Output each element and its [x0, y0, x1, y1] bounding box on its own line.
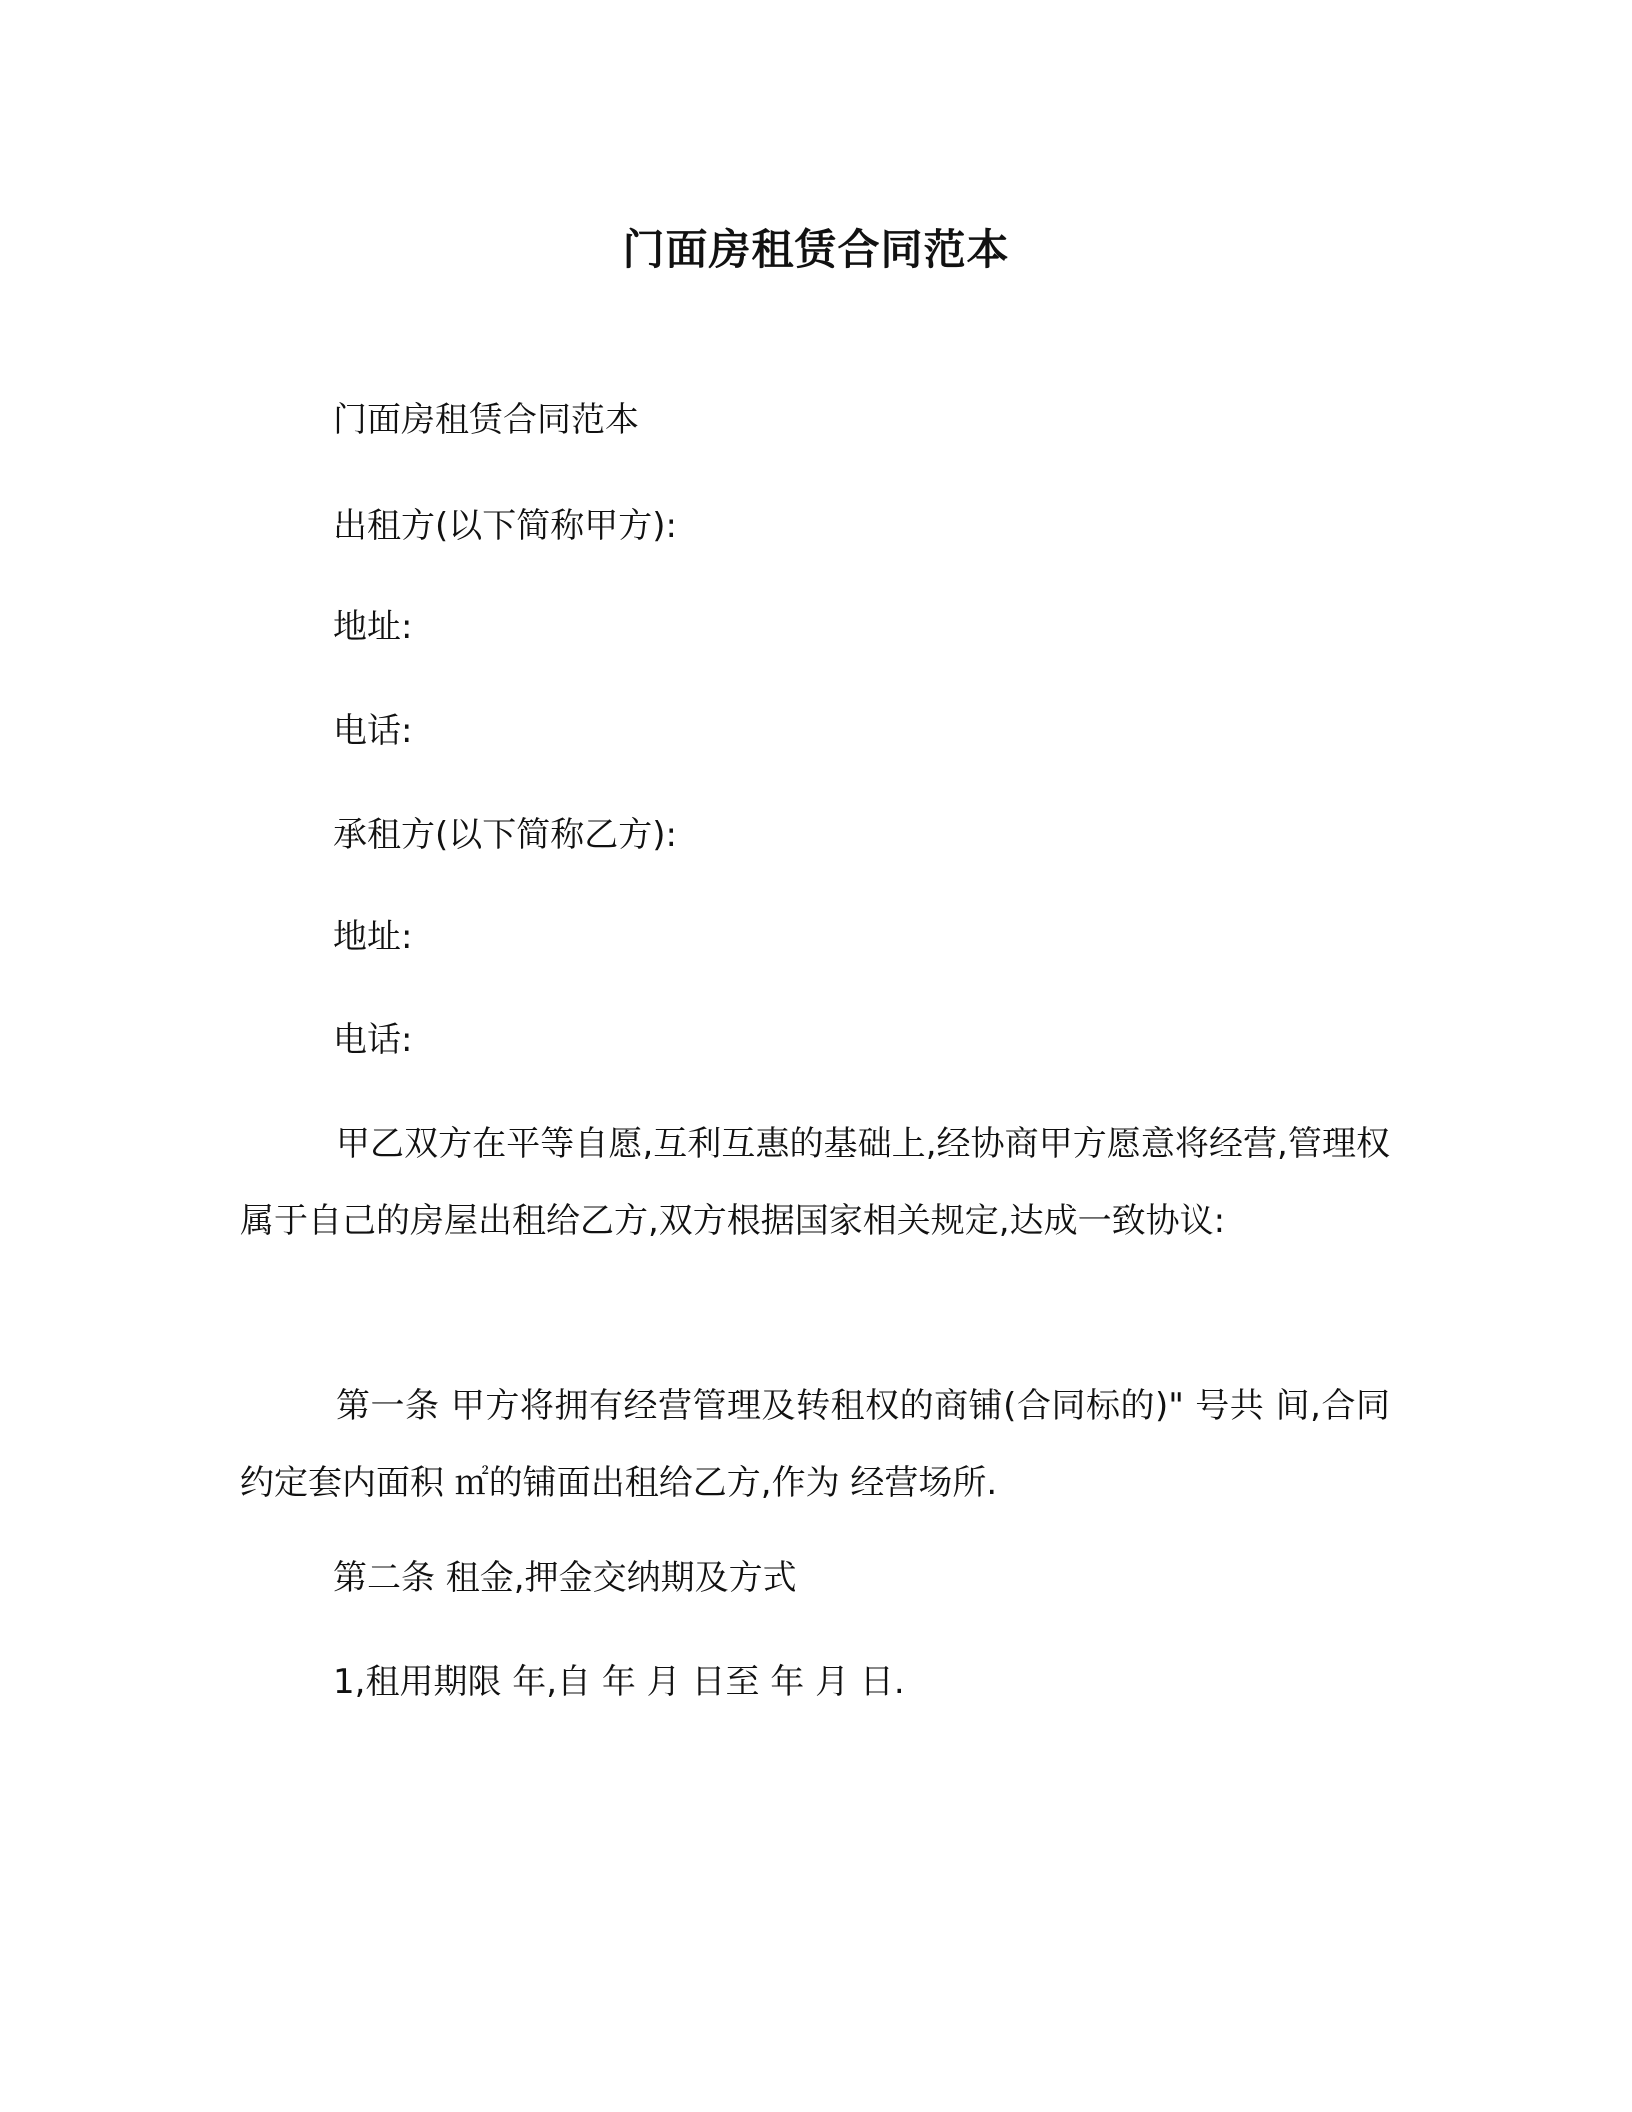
preamble-paragraph: 甲乙双方在平等自愿,互利互惠的基础上,经协商甲方愿意将经营,管理权属于自己的房屋出租给乙方,双方根据国家相关规定,达成一致协议:	[240, 1124, 1390, 1241]
article-1-paragraph: 第一条 甲方将拥有经营管理及转租权的商铺(合同标的)" 号共 间,合同约定套内面积 ㎡的铺面出租给乙方,作为 经营场所.	[240, 1386, 1390, 1503]
document-title: 门面房租赁合同范本	[622, 225, 1010, 274]
document-subtitle: 门面房租赁合同范本	[333, 400, 639, 440]
lessee-address-label: 地址:	[333, 917, 413, 957]
article-2-heading: 第二条 租金,押金交纳期及方式	[333, 1558, 797, 1598]
lessee-label: 承租方(以下简称乙方):	[333, 815, 677, 855]
lessor-address-label: 地址:	[333, 607, 413, 647]
lessee-phone-label: 电话:	[333, 1020, 413, 1060]
article-2-item-1: 1,租用期限 年,自 年 月 日至 年 月 日.	[333, 1662, 905, 1702]
lessor-phone-label: 电话:	[333, 711, 413, 751]
lessor-label: 出租方(以下简称甲方):	[333, 506, 677, 546]
